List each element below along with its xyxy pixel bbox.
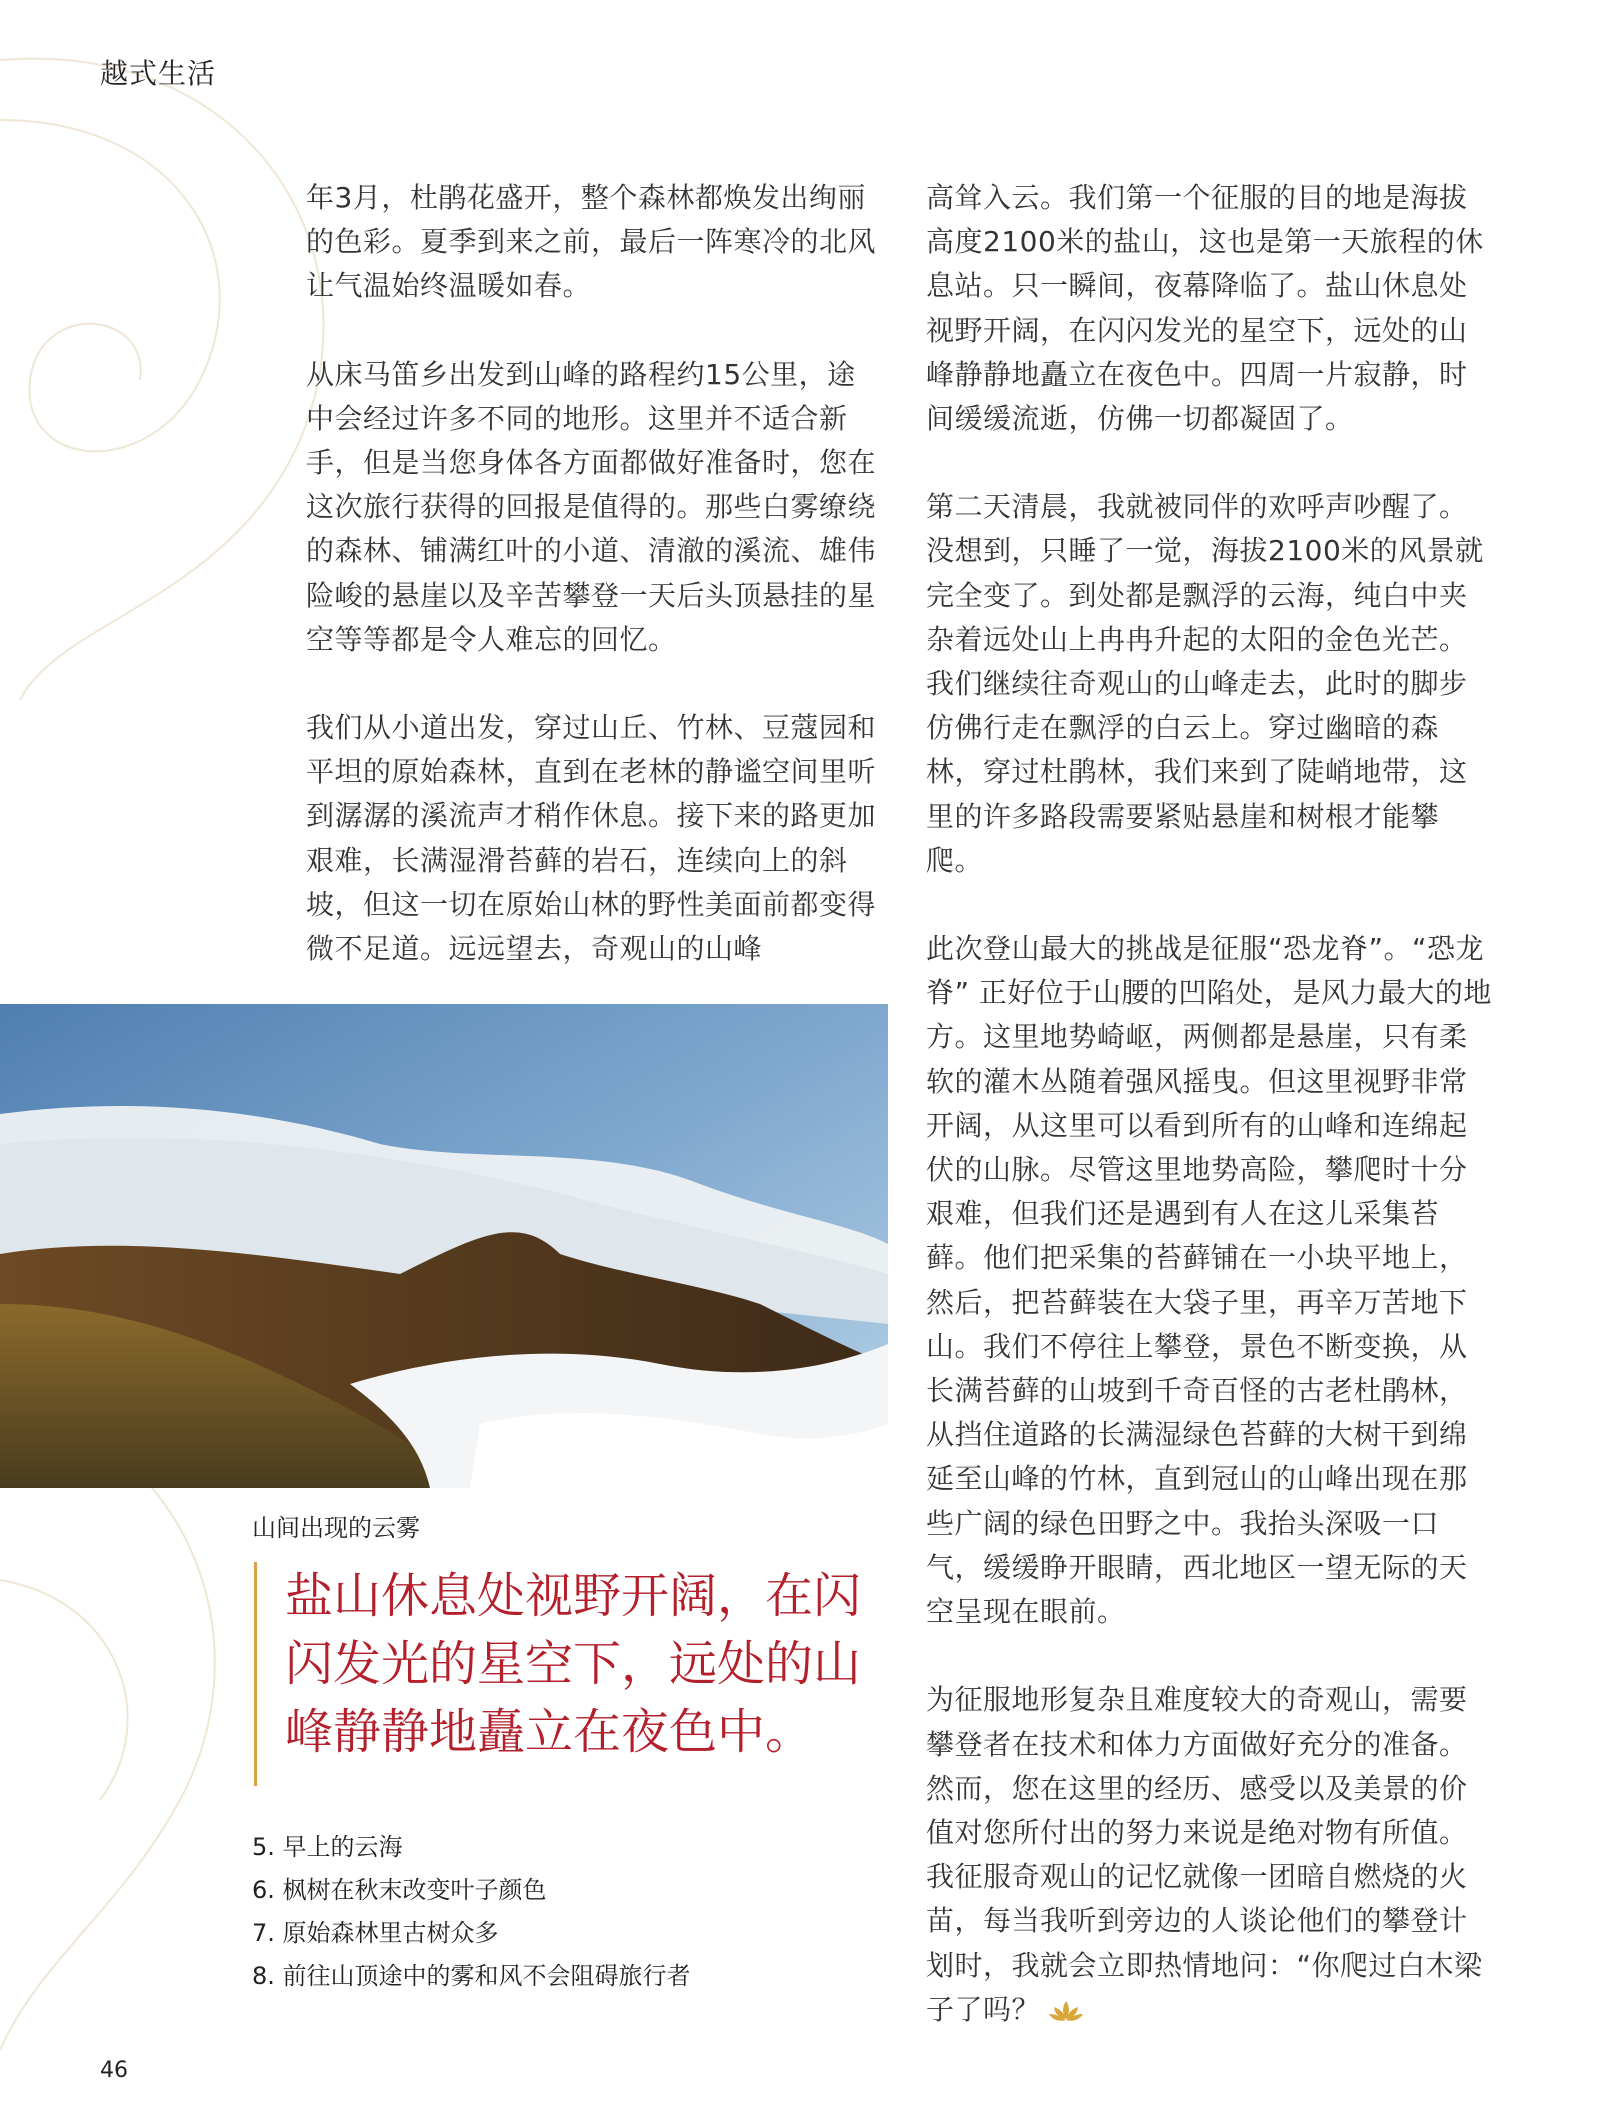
photo-caption-list xyxy=(252,1826,691,1998)
paragraph: 年3月，杜鹃花盛开，整个森林都焕发出绚丽的色彩。夏季到来之前，最后一阵寒冷的北风让气温始终温暖如春。 xyxy=(306,181,877,303)
paragraph: 从床马笛乡出发到山峰的路程约15公里，途中会经过许多不同的地形。这里并不适合新手，但是当您身体各方面都做好准备时，您在这次旅行获得的回报是值得的。那些白雾缭绕的森林、铺满红叶的小道、清澈的溪流、雄伟险峻的悬崖以及辛苦攀登一天后头顶悬挂的星空等等都是令人难忘的回忆。 xyxy=(306,357,877,656)
photo-caption: 山间出现的云雾 xyxy=(252,1514,420,1542)
page-number: 46 xyxy=(100,2058,128,2083)
paragraph: 我们从小道出发，穿过山丘、竹林、豆蔻园和平坦的原始森林，直到在老林的静谧空间里听到潺潺的溪流声才稍作休息。接下来的路更加艰难，长满湿滑苔藓的岩石，连续向上的斜坡，但这一切在原始山林的野性美面前都变得微不足道。远远望去，奇观山的山峰 xyxy=(306,711,877,966)
lotus-icon xyxy=(1048,1999,1084,2023)
pull-quote: 盐山休息处视野开阔，在闪闪发光的星空下，远处的山峰静静地矗立在夜色中。 xyxy=(254,1562,894,1786)
paragraph: 此次登山最大的挑战是征服“恐龙脊”。“恐龙脊” 正好位于山腰的凹陷处，是风力最大的地方。这里地势崎岖，两侧都是悬崖，只有柔软的灌木丛随着强风摇曳。但这里视野非常开阔，从这里可以看到所有的山峰和连绵起伏的山脉。尽管这里地势高险，攀爬时十分艰难，但我们还是遇到有人在这儿采集苔藓。他们把采集的苔藓铺在一小块平地上，然后，把苔藓装在大袋子里，再辛万苦地下山。我们不停往上攀登，景色不断变换，从长满苔藓的山坡到千奇百怪的古老杜鹃林，从挡住道路的长满湿绿色苔藓的大树干到绵延至山峰的竹林，直到冠山的山峰出现在那些广阔的绿色田野之中。我抬头深吸一口气，缓缓睁开眼睛，西北地区一望无际的天空呈现在眼前。 xyxy=(926,932,1492,1629)
article-right-column xyxy=(926,176,1493,2076)
list-item: 6. 枫树在秋末改变叶子颜色 xyxy=(252,1876,547,1904)
paragraph xyxy=(926,1678,1493,2032)
list-item: 8. 前往山顶途中的雾和风不会阻碍旅行者 xyxy=(252,1962,691,1990)
mountain-cloud-photo xyxy=(0,1004,888,1488)
section-title: 越式生活 xyxy=(100,57,217,90)
list-item: 7. 原始森林里古树众多 xyxy=(252,1919,499,1947)
paragraph-text: 为征服地形复杂且难度较大的奇观山，需要攀登者在技术和体力方面做好充分的准备。然而，您在这里的经历、感受以及美景的价值对您所付出的努力来说是绝对物有所值。我征服奇观山的记忆就像一团暗自燃烧的火苗，每当我听到旁边的人谈论他们的攀登计划时，我就会立即热情地问：“你爬过白木梁子了吗？ xyxy=(926,1683,1483,2026)
paragraph: 第二天清晨，我就被同伴的欢呼声吵醒了。没想到，只睡了一觉，海拔2100米的风景就完全变了。到处都是飘浮的云海，纯白中夹杂着远处山上冉冉升起的太阳的金色光芒。我们继续往奇观山的山峰走去，此时的脚步仿佛行走在飘浮的白云上。穿过幽暗的森林，穿过杜鹃林，我们来到了陡峭地带，这里的许多路段需要紧贴悬崖和树根才能攀爬。 xyxy=(926,490,1484,877)
article-left-column xyxy=(306,176,881,1015)
paragraph: 高耸入云。我们第一个征服的目的地是海拔高度2100米的盐山，这也是第一天旅程的休息站。只一瞬间，夜幕降临了。盐山休息处视野开阔，在闪闪发光的星空下，远处的山峰静静地矗立在夜色中。四周一片寂静，时间缓缓流逝，仿佛一切都凝固了。 xyxy=(926,181,1484,436)
list-item: 5. 早上的云海 xyxy=(252,1833,403,1861)
